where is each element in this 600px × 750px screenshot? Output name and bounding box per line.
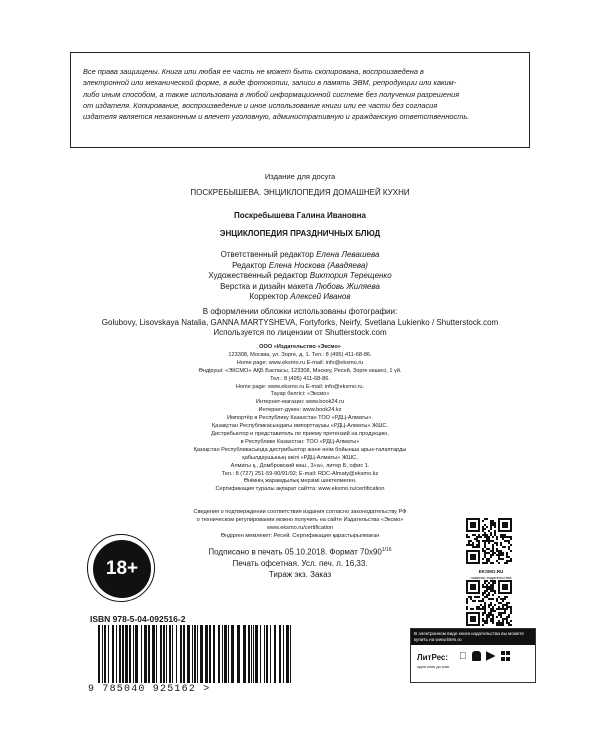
qr-caption: EKSMO.RU xyxy=(478,569,504,574)
barcode-digits: 9 785040 925162 > xyxy=(88,684,211,695)
litres-head: В электронном виде книги издательства вы можете купить на www.litres.ru xyxy=(411,629,535,645)
certification-info: Сведения о подтверждении соответствия издания согласно законодательству РФ о техническом регулировании можно получить на сайте Издательства «Эксмо» www.eksmo.ru/certification Өндірген мемлекет: Ресей. Сертификация қарастырылмаған xyxy=(193,509,407,539)
copyright-line: издателя является незаконным и влечет уголовную, административную и гражданскую ответственность. xyxy=(83,112,470,122)
print-info: Подписано в печать 05.10.2018. Формат $70x90^{1/16}$ Печать офсетная. Усл. печ. л. 16,33. Тираж экз. Заказ xyxy=(208,547,392,579)
litres-promo xyxy=(410,628,536,683)
litres-sub: один клик до книг xyxy=(417,664,450,669)
copyright-notice xyxy=(70,52,530,148)
qr-code-icon xyxy=(466,518,512,564)
publisher-info: ООО «Издательство «Эксмо» 123308, Москва, ул. Зорге, д. 1. Тел.: 8 (495) 411-68-86. Home page: www.eksmo.ru E-mail: info@eksmo.ru Өндіруші: «ЭКСМО» АҚБ Баспасы, 123308, Мәскеу, Ресей, Зорге көшесі, 1 үй. Тел.: 8 (495) 411-68-86. Home page: www.eksmo.ru E-mail: info@eksmo.ru. Тауар белгісі: «Эксмо» Интернет-магазин: www.book24.ru Интернет-дүкен: www.book24.kz Импортёр в Республику Казахстан ТОО «РДЦ-Алматы». Қазақстан Республикасындағы импорттаушы «РДЦ-Алматы» ЖШС. Дистрибьютор и представитель по приему претензий на продукцию, в Республике Казахстан: ТОО «РДЦ-Алматы» Қазақстан Республикасында дистрибьютор және өнім бойынша арыз-талаптарды қабылдаушының өкілі «РДЦ-Алматы» ЖШС, Алматы қ., Домбровский көш., 3«а», литер Б, офис 1. Тел.: 8 (727) 251-59-90/91/92; E-mail: RDC-Almaty@eksmo.kz Өнімнің жарамдылық мерзімі шектелмеген. Сертификация туралы ақпарат сайтта: www.eksmo.ru/certification xyxy=(193,344,407,493)
series-name: ПОСКРЕБЫШЕВА. ЭНЦИКЛОПЕДИЯ ДОМАШНЕЙ КУХНИ xyxy=(190,188,410,197)
copyright-line: электронной или механической форме, в виде фотокопии, записи в память ЭВМ, репродукции или каким- xyxy=(83,78,457,88)
android-icon xyxy=(472,651,481,661)
crew-line: Корректор Алексей Иванов xyxy=(249,292,351,302)
store-icons xyxy=(459,651,510,662)
apple-icon xyxy=(459,651,467,662)
crew-line: Ответственный редактор Елена Левашева xyxy=(220,250,380,259)
copyright-line: либо иным способом, а также использована в любой информационной системе без получения разрешения xyxy=(83,89,460,99)
crew-line: Редактор Елена Носкова (Авадяева) xyxy=(232,260,368,270)
author-name: Поскребышева Галина Ивановна xyxy=(234,211,366,220)
copyright-line: от издателя. Копирование, воспроизведение и иное использование книги или ее части без согласия xyxy=(83,100,438,110)
book-title: ЭНЦИКЛОПЕДИЯ ПРАЗДНИЧНЫХ БЛЮД xyxy=(219,229,381,238)
crew-line: Верстка и дизайн макета Любовь Жиляева xyxy=(220,281,380,291)
age-rating-badge: 18+ xyxy=(93,540,151,598)
windows-icon xyxy=(501,651,510,662)
copyright-line: Все права защищены. Книга или любая ее часть не может быть скопирована, воспроизведена в xyxy=(83,67,424,76)
editorial-crew xyxy=(0,250,600,303)
litres-logo: ЛитРес: xyxy=(417,653,449,662)
edition-type: Издание для досуга xyxy=(264,172,336,181)
isbn: ISBN 978-5-04-092516-2 xyxy=(90,614,186,624)
barcode-icon xyxy=(96,625,296,683)
qr-caption: новинки издательства xyxy=(470,575,512,580)
photo-credits: В оформлении обложки использованы фотографии: Golubovy, Lisovskaya Natalia, GANNA MARTYSHEVA, Fortyforks, Neirfy, Svetlana Lukienko / Shutterstock.com Используется по лицензии от Shutterstock.com xyxy=(101,307,499,337)
qr-code-icon xyxy=(466,580,512,626)
google-play-icon xyxy=(486,651,496,661)
crew-line: Художественный редактор Виктория Терещенко xyxy=(208,271,392,281)
